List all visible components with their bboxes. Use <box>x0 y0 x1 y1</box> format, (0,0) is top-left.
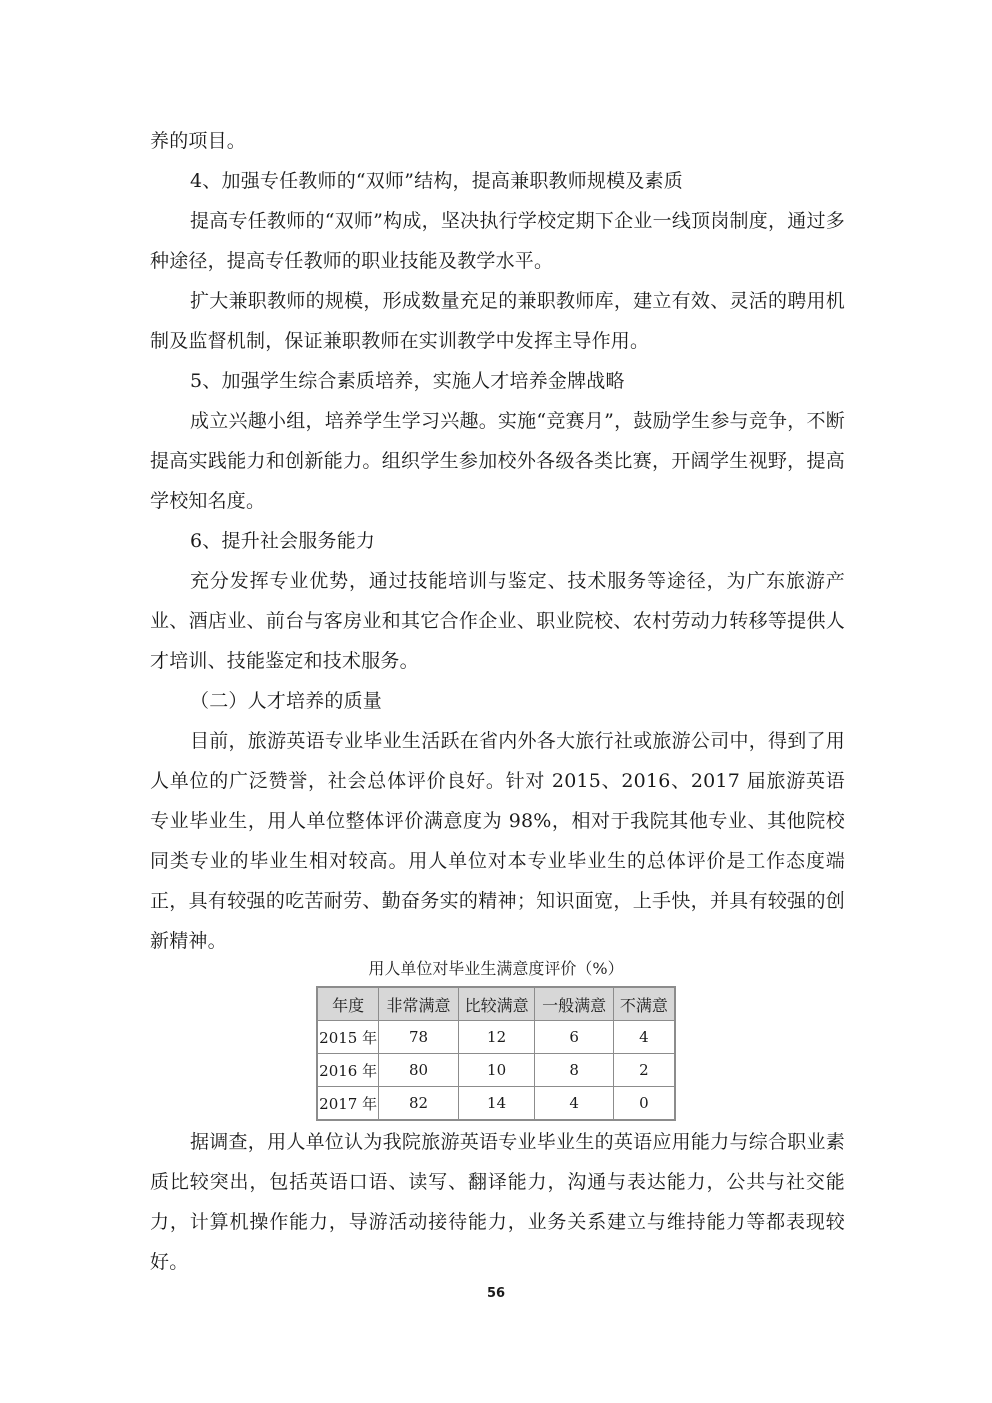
paragraph-dual-teacher: 提高专任教师的“双师”构成，坚决执行学校定期下企业一线顶岗制度，通过多种途径，提高专任教师的职业技能及教学水平。 <box>150 210 845 272</box>
heading-training-quality: （二）人才培养的质量 <box>190 690 383 712</box>
table-caption: 用人单位对毕业生满意度评价（%） <box>368 959 624 978</box>
cell-very-satisfied: 80 <box>379 1054 459 1087</box>
cell-year: 2016 年 <box>317 1054 379 1087</box>
cell-fairly-satisfied: 12 <box>458 1021 535 1054</box>
paragraph-part-time-teacher: 扩大兼职教师的规模，形成数量充足的兼职教师库，建立有效、灵活的聘用机制及监督机制，保证兼职教师在实训教学中发挥主导作用。 <box>150 290 845 352</box>
cell-fairly-satisfied: 14 <box>458 1087 535 1121</box>
header-generally-satisfied: 一般满意 <box>535 987 613 1021</box>
heading-section-6: 6、提升社会服务能力 <box>190 530 376 552</box>
table-row <box>317 1054 675 1087</box>
cell-dissatisfied: 2 <box>613 1054 675 1087</box>
table-header-row <box>317 987 675 1021</box>
cell-dissatisfied: 4 <box>613 1021 675 1054</box>
cell-generally-satisfied: 6 <box>535 1021 613 1054</box>
cell-very-satisfied: 78 <box>379 1021 459 1054</box>
cell-generally-satisfied: 4 <box>535 1087 613 1121</box>
table-row <box>317 1021 675 1054</box>
table-row <box>317 1087 675 1121</box>
page-number: 56 <box>486 1286 506 1301</box>
paragraph-training-quality: 目前，旅游英语专业毕业生活跃在省内外各大旅行社或旅游公司中，得到了用人单位的广泛赞誉，社会总体评价良好。针对 2015、2016、2017 届旅游英语专业毕业生，用人单位整体评价满意度为 98%，相对于我院其他专业、其他院校同类专业的毕业生相对较高。用人单位对本专业毕业生的总体评价是工作态度端正，具有较强的吃苦耐劳、勤奋务实的精神；知识面宽，上手快，并具有较强的创新精神。 <box>150 730 846 952</box>
paragraph-continuation: 养的项目。 <box>150 130 247 152</box>
cell-generally-satisfied: 8 <box>535 1054 613 1087</box>
header-fairly-satisfied: 比较满意 <box>458 987 535 1021</box>
heading-section-4: 4、加强专任教师的“双师”结构，提高兼职教师规模及素质 <box>190 170 683 192</box>
cell-fairly-satisfied: 10 <box>458 1054 535 1087</box>
cell-year: 2017 年 <box>317 1087 379 1121</box>
cell-year: 2015 年 <box>317 1021 379 1054</box>
header-year: 年度 <box>317 987 379 1021</box>
header-dissatisfied: 不满意 <box>613 987 675 1021</box>
cell-dissatisfied: 0 <box>613 1087 675 1121</box>
cell-very-satisfied: 82 <box>379 1087 459 1121</box>
heading-section-5: 5、加强学生综合素质培养，实施人才培养金牌战略 <box>190 370 625 392</box>
paragraph-student-quality: 成立兴趣小组，培养学生学习兴趣。实施“竞赛月”，鼓励学生参与竞争，不断提高实践能力和创新能力。组织学生参加校外各级各类比赛，开阔学生视野，提高学校知名度。 <box>150 410 845 512</box>
satisfaction-table <box>316 986 676 1121</box>
paragraph-social-service: 充分发挥专业优势，通过技能培训与鉴定、技术服务等途径，为广东旅游产业、酒店业、前台与客房业和其它合作企业、职业院校、农村劳动力转移等提供人才培训、技能鉴定和技术服务。 <box>150 570 845 672</box>
paragraph-survey: 据调查，用人单位认为我院旅游英语专业毕业生的英语应用能力与综合职业素质比较突出，包括英语口语、读写、翻译能力，沟通与表达能力，公共与社交能力，计算机操作能力，导游活动接待能力，业务关系建立与维持能力等都表现较好。 <box>150 1131 845 1273</box>
header-very-satisfied: 非常满意 <box>379 987 459 1021</box>
